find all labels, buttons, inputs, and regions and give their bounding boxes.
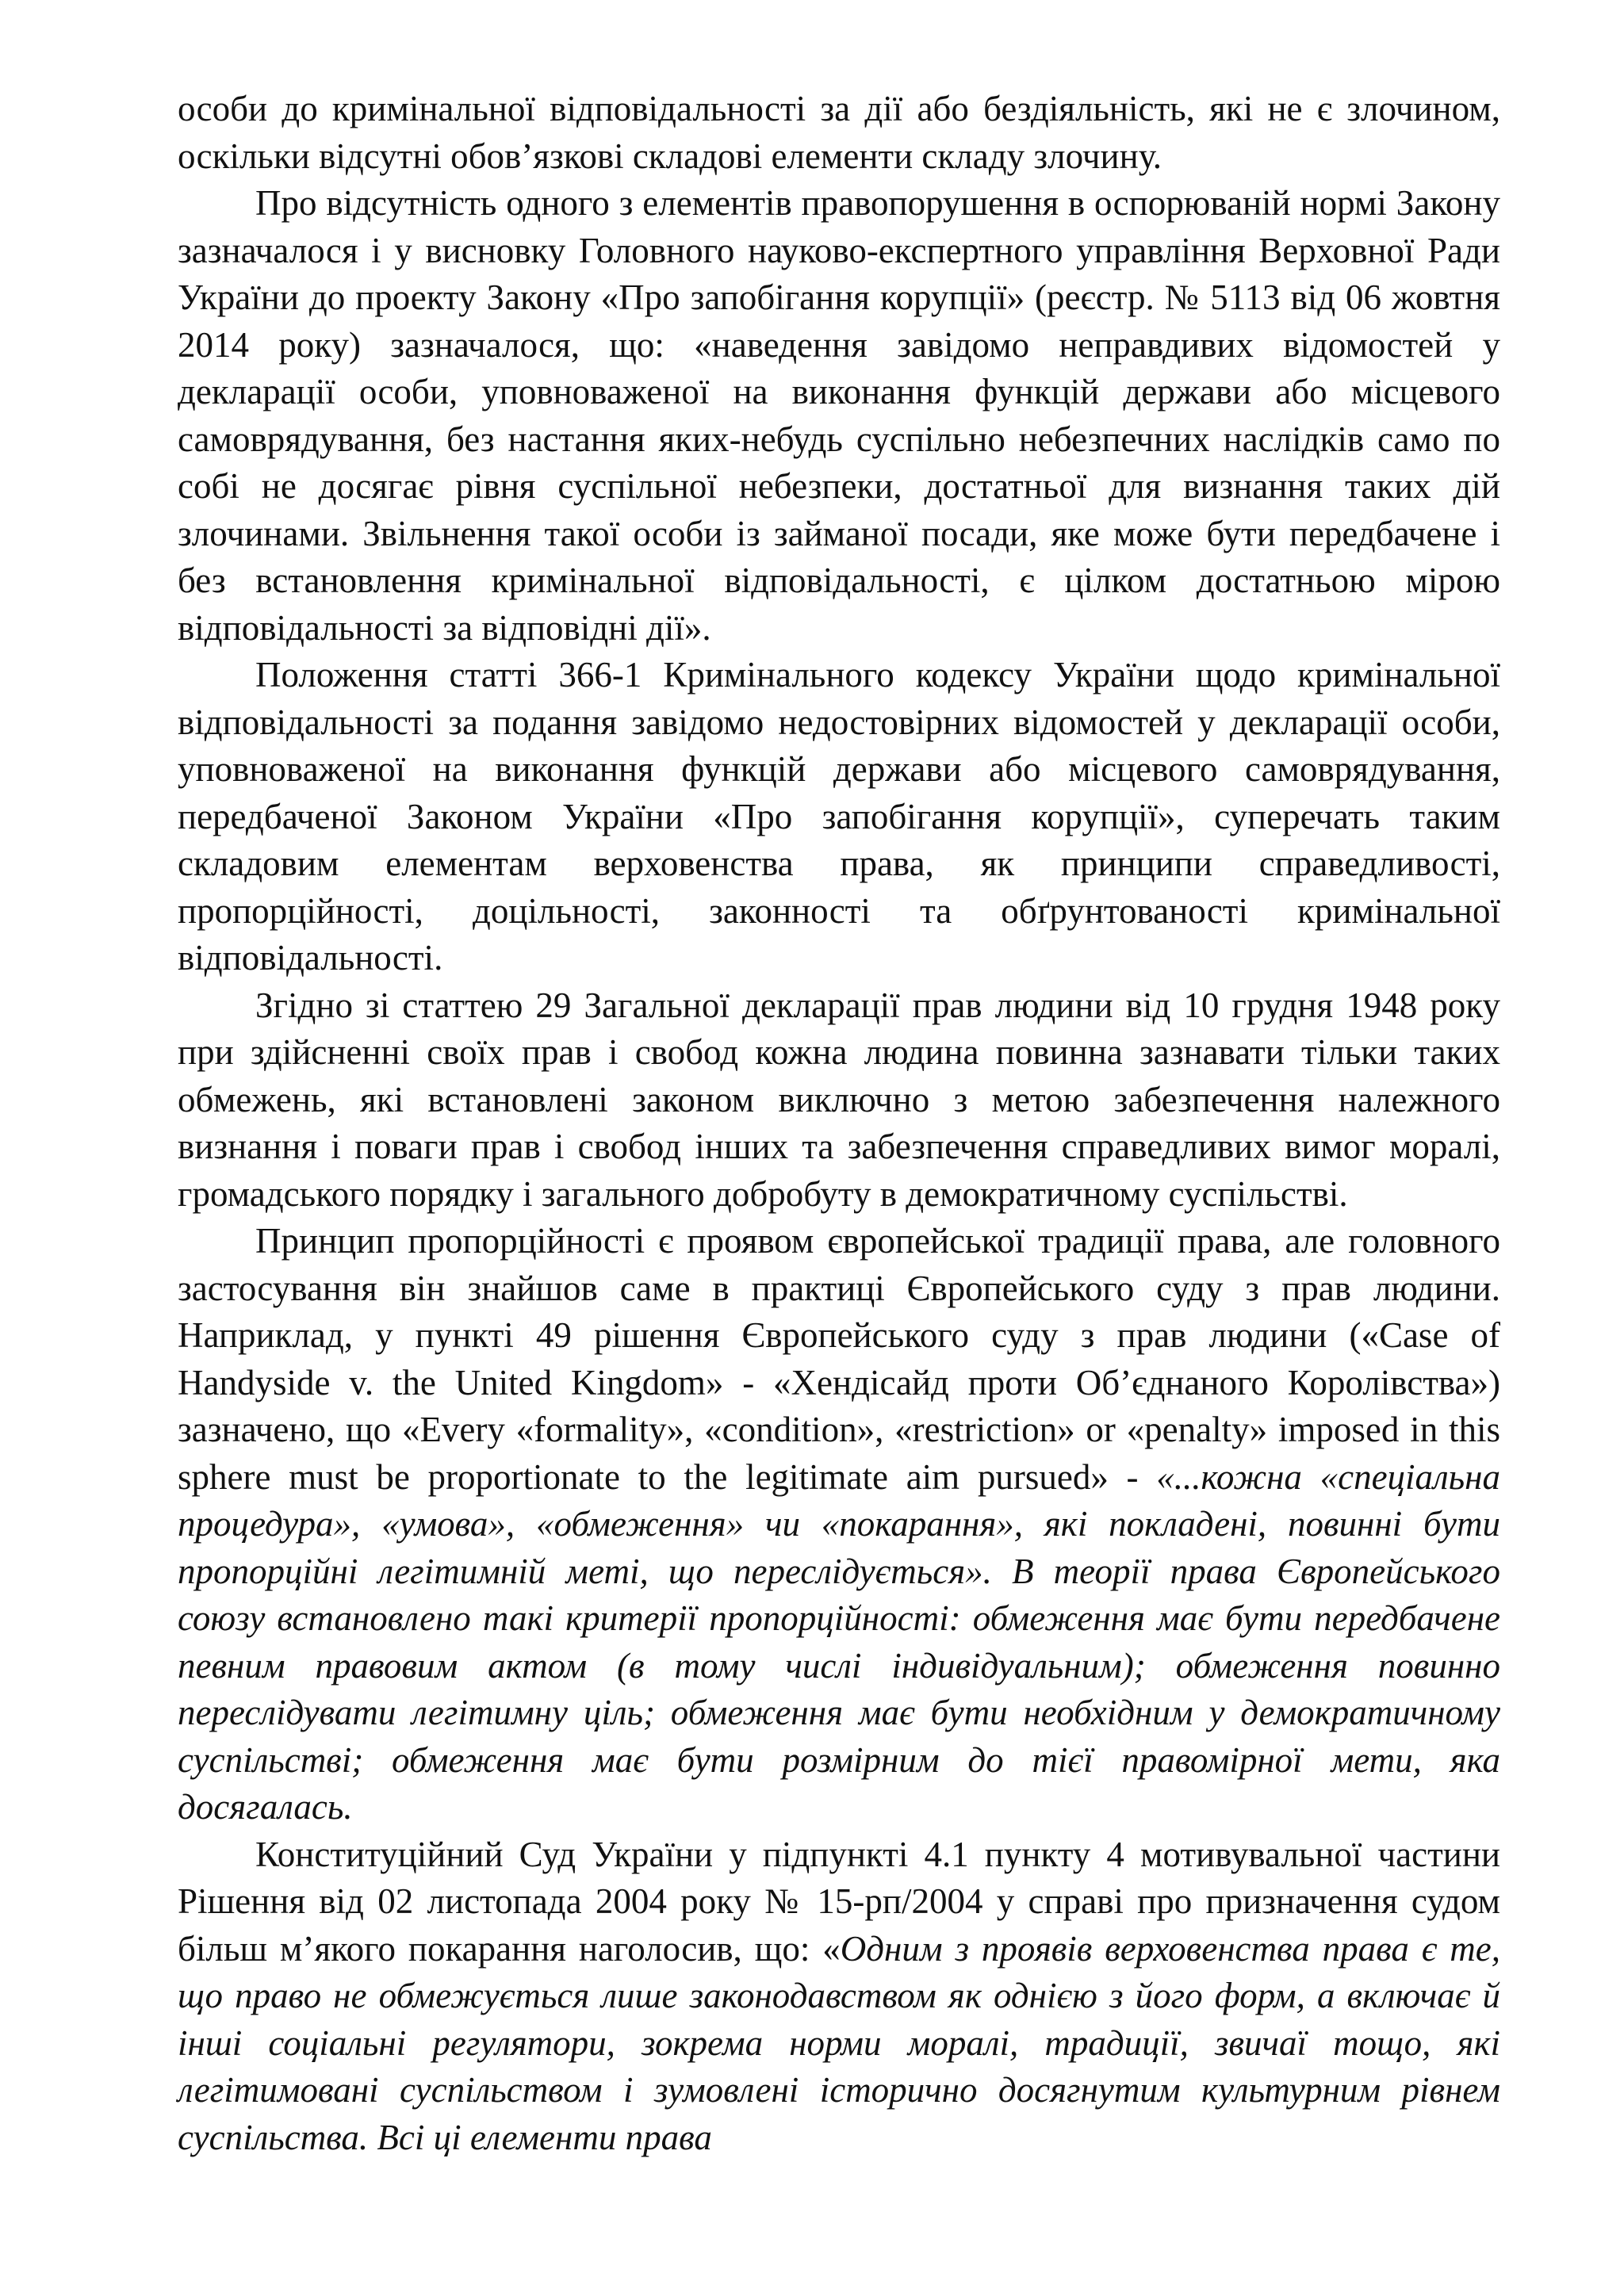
- paragraph-4: [178, 982, 1500, 1219]
- paragraph-1: [178, 86, 1500, 180]
- paragraph-text: Про відсутність одного з елементів правопорушення в оспорюваній нормі Закону зазначалося і у висновку Головного науково-експертного управління Верховної Ради України до проекту Закону «Про запобігання корупції» (реєстр. № 5113 від 06 жовтня 2014 року) зазначалося, що: «наведення завідомо неправдивих відомостей у декларації особи, уповноваженої на виконання функцій держави або місцевого самоврядування, без настання яких-небудь суспільно небезпечних наслідків само по собі не досягає рівня суспільної небезпеки, достатньої для визнання таких дій злочинами. Звільнення такої особи із займаної посади, яке може бути передбачене і без встановлення кримінальної відповідальності, є цілком достатньою мірою відповідальності за відповідні дії».: [178, 183, 1500, 648]
- paragraph-italic-text: «...кожна «спеціальна процедура», «умова», «обмеження» чи «покарання», які покладені, повинні бути пропорційні легітимній меті, що переслідується». В теорії права Європейського союзу встановлено такі критерії пропорційності: обмеження має бути передбачене певним правовим актом (в тому числі індивідуальним); обмеження повинно переслідувати легітимну ціль; обмеження має бути необхідним у демократичному суспільстві; обмеження має бути розмірним до тієї правомірної мети, яка досягалась.: [178, 1456, 1500, 1827]
- paragraph-text: Конституційний Суд України у підпункті 4.1 пункту 4 мотивувальної частини Рішення від 02 листопада 2004 року № 15-рп/2004 у справі про призначення судом більш м’якого покарання наголосив, що: «: [178, 1834, 1500, 1969]
- paragraph-5: [178, 1218, 1500, 1831]
- paragraph-text: Принцип пропорційності є проявом європейської традиції права, але головного застосування він знайшов саме в практиці Європейського суду з прав людини. Наприклад, у пункті 49 рішення Європейського суду з прав людини («Case of Handyside v. the United Kingdom» - «Хендісайд проти Об’єднаного Королівства») зазначено, що «Every «formality», «condition», «restriction» or «penalty» imposed in this sphere must be proportionate to the legitimate aim pursued» -: [178, 1221, 1500, 1497]
- paragraph-text: Положення статті 366-1 Кримінального кодексу України щодо кримінальної відповідальності за подання завідомо недостовірних відомостей у декларації особи, уповноваженої на виконання функцій держави або місцевого самоврядування, передбаченої Законом України «Про запобігання корупції», суперечать таким складовим елементам верховенства права, як принципи справедливості, пропорційності, доцільності, законності та обґрунтованості кримінальної відповідальності.: [178, 655, 1500, 978]
- paragraph-italic-text: Одним з проявів верховенства права є те, що право не обмежується лише законодавством як однією з його форм, а включає й інші соціальні регулятори, зокрема норми моралі, традиції, звичаї тощо, які легітимовані суспільством і зумовлені історично досягнутим культурним рівнем суспільства. Всі ці елементи права: [178, 1928, 1500, 2157]
- paragraph-text: Згідно зі статтею 29 Загальної декларації прав людини від 10 грудня 1948 року при здійсненні своїх прав і свобод кожна людина повинна зазнавати тільки таких обмежень, які встановлені законом виключно з метою забезпечення належного визнання і поваги прав і свобод інших та забезпечення справедливих вимог моралі, громадського порядку і загального добробуту в демократичному суспільстві.: [178, 985, 1500, 1214]
- paragraph-text: особи до кримінальної відповідальності за дії або бездіяльність, які не є злочином, оскільки відсутні обов’язкові складові елементи складу злочину.: [178, 89, 1500, 176]
- document-page: [178, 86, 1500, 2258]
- paragraph-2: [178, 180, 1500, 652]
- paragraph-3: [178, 652, 1500, 982]
- paragraph-6: [178, 1831, 1500, 2162]
